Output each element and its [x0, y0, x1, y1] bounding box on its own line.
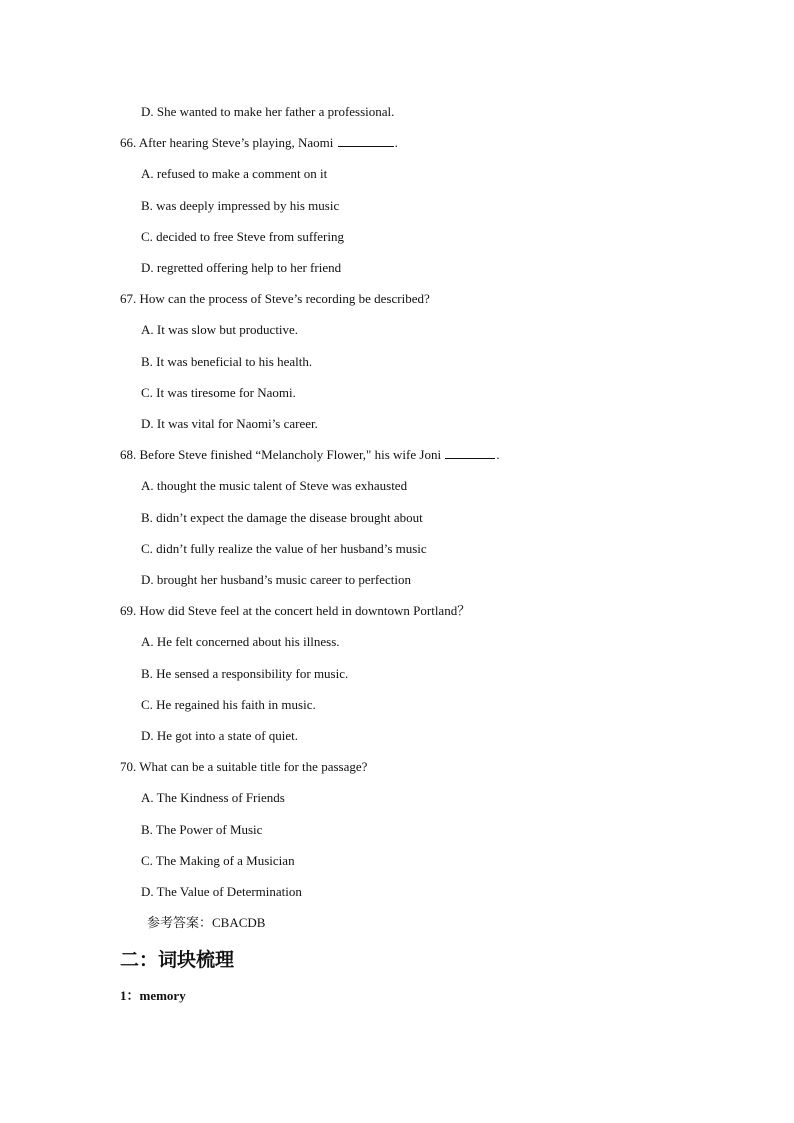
subsection-heading: 1：memory	[120, 988, 186, 1003]
answer-option: A. thought the music talent of Steve was exhausted	[141, 478, 408, 494]
question-text: 70. What can be a suitable title for the passage?	[120, 759, 368, 775]
answer-option: D. He got into a state of quiet.	[141, 728, 299, 743]
answer-option: A. The Kindness of Friends	[141, 790, 285, 806]
question-text: 69. How did Steve feel at the concert held in downtown Portland？	[120, 603, 471, 619]
question-stem	[120, 603, 470, 619]
answer-option: B. It was beneficial to his health.	[141, 353, 313, 369]
question-stem	[120, 447, 500, 463]
question-text: 67. How can the process of Steve’s recording be described?	[120, 291, 430, 307]
answer-option: C. It was tiresome for Naomi.	[141, 384, 296, 400]
answer-option: B. didn’t expect the damage the disease brought about	[141, 509, 423, 525]
answer-option: D. It was vital for Naomi’s career.	[141, 416, 318, 431]
question-punctuation: .	[496, 447, 500, 463]
answer-option: D. The Value of Determination	[141, 884, 302, 899]
answer-option: C. decided to free Steve from suffering	[141, 228, 344, 244]
question-stem	[120, 135, 398, 151]
answer-option: C. didn’t fully realize the value of her husband’s music	[141, 540, 427, 556]
answer-option: A. refused to make a comment on it	[141, 166, 328, 182]
section-title: 二：词块梳理	[120, 949, 235, 971]
answer-option: B. was deeply impressed by his music	[141, 197, 340, 213]
question-stem	[120, 759, 367, 775]
answer-option: C. The Making of a Musician	[141, 852, 295, 868]
question-stem	[120, 291, 430, 307]
answer-option: B. The Power of Music	[141, 821, 263, 837]
answer-option: C. He regained his faith in music.	[141, 696, 316, 712]
question-punctuation: .	[394, 135, 398, 151]
question-text: 66. After hearing Steve’s playing, Naomi	[120, 135, 337, 151]
answer-option: D. brought her husband’s music career to perfection	[141, 572, 412, 587]
answer-option: A. It was slow but productive.	[141, 322, 299, 338]
answer-option: D. She wanted to make her father a professional.	[141, 104, 395, 119]
question-text: 68. Before Steve finished “Melancholy Flower," his wife Joni	[120, 447, 445, 463]
answer-blank	[338, 136, 394, 147]
answer-blank	[445, 448, 495, 459]
answer-option: A. He felt concerned about his illness.	[141, 634, 340, 650]
answer-option: B. He sensed a responsibility for music.	[141, 665, 349, 681]
answer-option: D. regretted offering help to her friend	[141, 260, 342, 275]
answer-key: 参考答案：CBACDB	[147, 915, 266, 931]
